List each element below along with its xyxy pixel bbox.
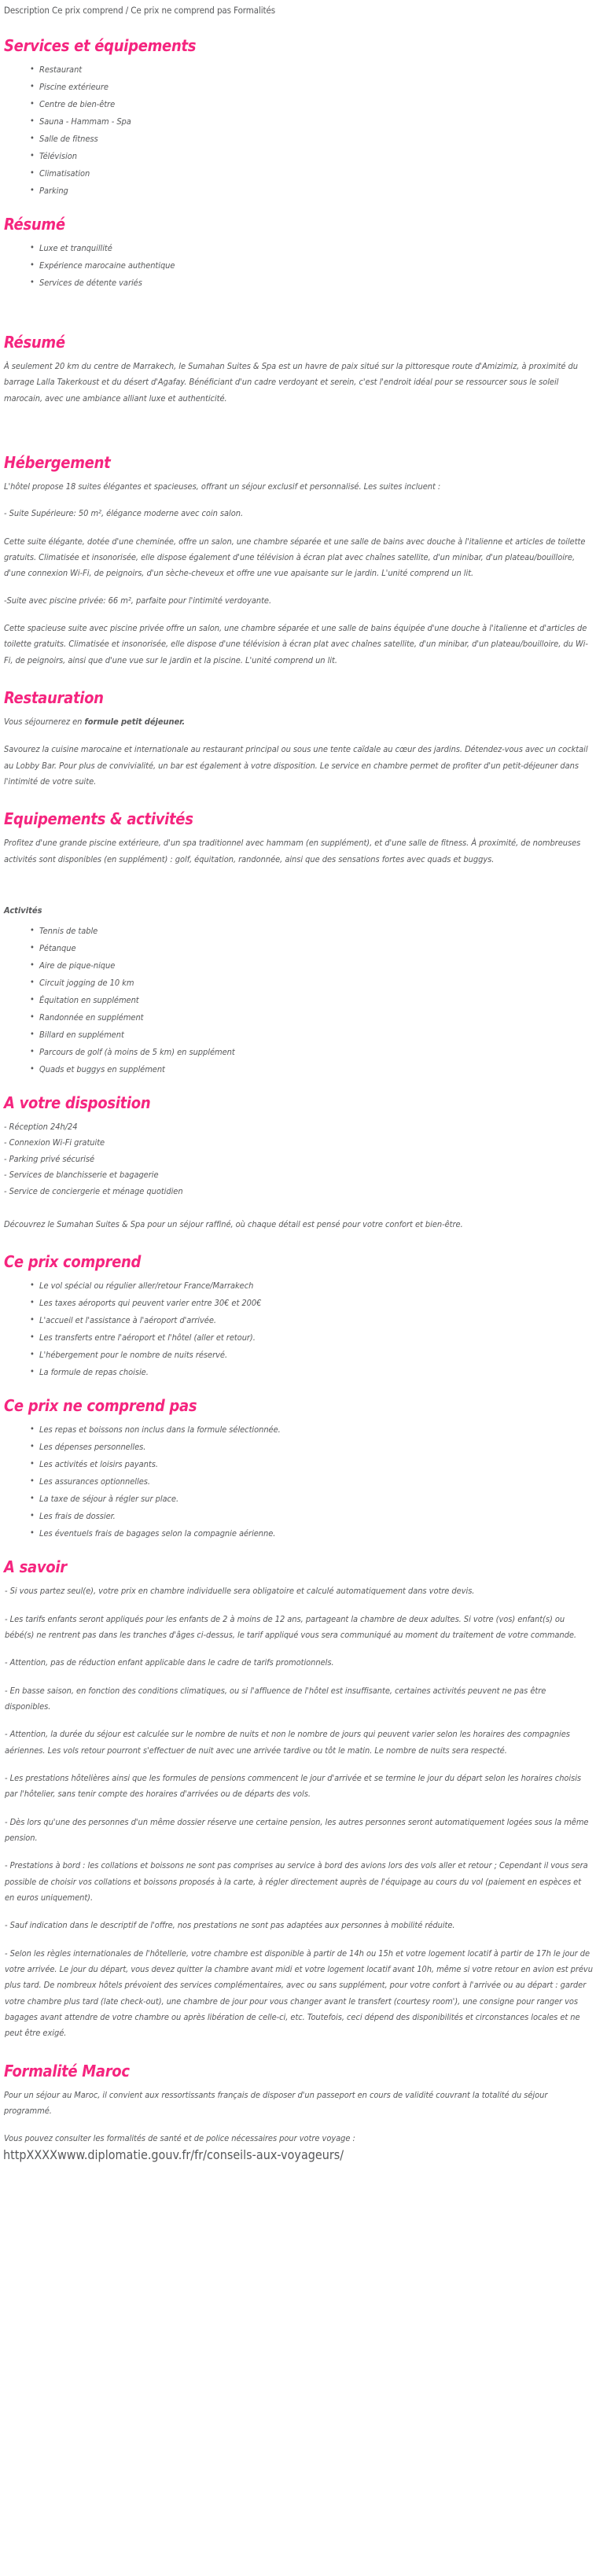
section-title-resume-list: Résumé	[4, 214, 65, 234]
resume-paragraph: À seulement 20 km du centre de Marrakech, le Sumahan Suites & Spa est un havre de paix situé sur la pittoresque route d'Amizimiz, à proximité du barrage Lalla Takerkoust et du désert d'Agafay. Bénéficiant d'un cadre verdoyant et serein, c'est l'endroit idéal pour se ressourcer sous le soleil marocain, avec une ambiance alliant luxe et authenticité.	[4, 360, 579, 404]
list-item: • Les activités et loisirs payants.	[30, 1460, 593, 1469]
list-item: • Les frais de dossier.	[30, 1512, 593, 1520]
list-item: - Attention, pas de réduction enfant applicable dans le cadre de tarifs promotionnels.	[5, 1657, 334, 1668]
section-title-resume-text: Résumé	[4, 332, 65, 352]
disposition-closing: Découvrez le Sumahan Suites & Spa pour un séjour raffiné, où chaque détail est pensé pour votre confort et bien-être.	[4, 1218, 463, 1229]
list-item: - Dès lors qu'une des personnes d'un même dossier réserve une certaine pension, les autres personnes seront automatiquement logées sous la même pension.	[5, 1816, 589, 1843]
list-item: • Piscine extérieure	[30, 83, 593, 91]
list-item: • Aire de pique-nique	[30, 961, 593, 970]
section-title-formalite: Formalité Maroc	[4, 2061, 130, 2080]
list-item: • Climatisation	[30, 169, 593, 178]
list-item: • La formule de repas choisie.	[30, 1368, 593, 1376]
list-item: - Si vous partez seul(e), votre prix en chambre individuelle sera obligatoire et calculé automatiquement dans votre devis.	[5, 1586, 475, 1597]
resume-list	[3, 244, 593, 287]
list-item: - En basse saison, en fonction des conditions climatiques, ou si l'affluence de l'hôtel est insuffisante, certaines activités peuvent ne pas être disponibles.	[5, 1685, 546, 1712]
section-title-disposition: A votre disposition	[4, 1093, 151, 1113]
list-item: • Le vol spécial ou régulier aller/retour France/Marrakech	[30, 1281, 593, 1290]
formalite-paragraph-1: Pour un séjour au Maroc, il convient aux ressortissants français de disposer d'un passeport en cours de validité couvrant la totalité du séjour programmé.	[4, 2089, 548, 2117]
list-item: - Réception 24h/24	[4, 1122, 78, 1133]
list-item: - Prestations à bord : les collations et boissons ne sont pas comprises au service à bord des avions lors des vols aller et retour ; Cependant il vous sera possible de choisir vos collations et boissons proposés à la carte, à régler directement auprès de l'équipage au cours du vol (paiement en espèces et en euros uniquement).	[5, 1860, 588, 1903]
equipements-paragraph: Profitez d'une grande piscine extérieure, d'un spa traditionnel avec hammam (en supplément), et d'une salle de fitness. À proximité, de nombreuses activités sont disponibles (en supplément) : golf, équitation, randonnée, ainsi que des sensations fortes avec quads et buggys.	[4, 838, 581, 864]
section-title-a-savoir: A savoir	[4, 1557, 67, 1577]
suite-piscine-description: Cette spacieuse suite avec piscine privée offre un salon, une chambre séparée et une salle de bains équipée d'une douche à l'italienne et d'articles de toilette gratuits. Climatisée et insonorisée, elle dispose d'une télévision à écran plat avec chaînes satellite, d'un minibar, d'un plateau/bouilloire, du Wi-Fi, de peignoirs, ainsi que d'une vue sur le jardin et la piscine. L'unité comprend un lit.	[4, 623, 588, 665]
list-item: • Randonnée en supplément	[30, 1013, 593, 1022]
list-item: - Sauf indication dans le descriptif de l'offre, nos prestations ne sont pas adaptées aux personnes à mobilité réduite.	[5, 1920, 455, 1931]
restauration-paragraph: Savourez la cuisine marocaine et internationale au restaurant principal ou sous une tente caïdale au cœur des jardins. Détendez-vous avec un cocktail au Lobby Bar. Pour plus de convivialité, un bar est également à votre disposition. Le service en chambre permet de profiter d'un petit-déjeuner dans l'intimité de votre suite.	[4, 744, 588, 787]
list-item: • L'hébergement pour le nombre de nuits réservé.	[30, 1351, 593, 1359]
list-item: • Services de détente variés	[30, 278, 593, 287]
list-item: • L'accueil et l'assistance à l'aéroport d'arrivée.	[30, 1316, 593, 1325]
list-item: - Attention, la durée du séjour est calculée sur le nombre de nuits et non le nombre de jours qui peuvent varier selon les horaires des compagnies aériennes. Les vols retour pourront s'effectuer de nuit avec une arrivée tardive ou tôt le matin. Le nombre de nuits sera respecté.	[5, 1729, 570, 1756]
list-item: • Les transferts entre l'aéroport et l'hôtel (aller et retour).	[30, 1333, 593, 1342]
section-title-restauration: Restauration	[4, 688, 104, 708]
list-item: • Les dépenses personnelles.	[30, 1443, 593, 1451]
list-item: - Les prestations hôtelières ainsi que les formules de pensions commencent le jour d'arrivée et se termine le jour du départ selon les horaires choisis par l'hôtelier, sans tenir compte des horaires d'arrivées ou de départs des vols.	[5, 1772, 582, 1800]
breadcrumb: Description Ce prix comprend / Ce prix ne comprend pas Formalités	[4, 5, 276, 16]
section-title-prix-comprend: Ce prix comprend	[4, 1252, 142, 1272]
list-item: • Équitation en supplément	[30, 996, 593, 1004]
list-item: • Luxe et tranquillité	[30, 244, 593, 252]
suite-superieure-description: Cette suite élégante, dotée d'une cheminée, offre un salon, une chambre séparée et une salle de bains avec douche à l'italienne et articles de toilette gratuits. Climatisée et insonorisée, elle dispose également d'une télévision à écran plat avec chaînes satellite, d'un minibar, d'un plateau/bouilloire, d'une connexion Wi-Fi, de peignoirs, d'un sèche-cheveux et offre une vue apaisante sur le jardin. L'unité comprend un lit.	[4, 536, 586, 579]
list-item: • Sauna - Hammam - Spa	[30, 117, 593, 126]
prix-comprend-list	[3, 1281, 593, 1376]
list-item: • Les assurances optionnelles.	[30, 1477, 593, 1486]
disposition-list	[4, 1119, 593, 1200]
list-item: - Les tarifs enfants seront appliqués pour les enfants de 2 à moins de 12 ans, partageant la chambre de deux adultes. Si votre (vos) enfant(s) ou bébé(s) ne rentrent pas dans les tranches d'âges ci-dessus, le tarif appliqué vous sera communiqué au moment du traitement de votre commande.	[5, 1613, 577, 1640]
services-list	[3, 65, 593, 195]
list-item: • Circuit jogging de 10 km	[30, 978, 593, 987]
list-item: • Salle de fitness	[30, 135, 593, 143]
section-title-services: Services et équipements	[4, 35, 197, 55]
list-item: - Parking privé sécurisé	[4, 1153, 95, 1164]
list-item: - Selon les règles internationales de l'hôtellerie, votre chambre est disponible à partir de 14h ou 15h et votre logement locatif à partir de 17h le jour de votre arrivée. Le jour du départ, vous devez quitter la chambre avant midi et votre logement locatif avant 10h, même si votre retour en avion est prévu plus tard. De nombreux hôtels prévoient des services complémentaires, avec ou sans supplément, pour votre confort à l'arrivée ou au départ : garder votre chambre plus tard (late check-out), une chambre de jour pour vous changer avant le transfert (courtesy room'), une consigne pour ranger vos bagages avant attendre de votre chambre ou après libération de celle-ci, etc. Toutefois, ceci dépend des disponibilités et circonstances locales et ne peut être exigé.	[5, 1948, 593, 2039]
list-item: • Expérience marocaine authentique	[30, 261, 593, 270]
list-item: - Services de blanchisserie et bagagerie	[4, 1170, 159, 1181]
list-item: • Centre de bien-être	[30, 100, 593, 109]
activities-subtitle: Activités	[4, 905, 42, 916]
list-item: • Les repas et boissons non inclus dans la formule sélectionnée.	[30, 1425, 593, 1434]
list-item: • Les taxes aéroports qui peuvent varier entre 30€ et 200€	[30, 1299, 593, 1307]
section-title-prix-ne-comprend-pas: Ce prix ne comprend pas	[4, 1396, 197, 1416]
activities-list	[3, 927, 593, 1074]
list-item: • Parcours de golf (à moins de 5 km) en supplément	[30, 1048, 593, 1056]
a-savoir-list	[4, 1583, 593, 2042]
list-item: • Pétanque	[30, 944, 593, 953]
list-item: • Quads et buggys en supplément	[30, 1065, 593, 1074]
restauration-formule-highlight: formule petit déjeuner.	[84, 717, 186, 728]
restauration-formule-prefix: Vous séjournerez en	[4, 717, 85, 728]
prix-ne-comprend-pas-list	[3, 1425, 593, 1538]
list-item: - Connexion Wi-Fi gratuite	[4, 1137, 105, 1148]
list-item: - Service de conciergerie et ménage quotidien	[4, 1185, 183, 1196]
list-item: • Télévision	[30, 152, 593, 160]
formalite-link[interactable]: httpXXXXwww.diplomatie.gouv.fr/fr/conseils-aux-voyageurs/	[3, 2147, 344, 2162]
list-item: • Billard en supplément	[30, 1030, 593, 1039]
list-item: • Les éventuels frais de bagages selon la compagnie aérienne.	[30, 1529, 593, 1538]
section-title-hebergement: Hébergement	[4, 452, 111, 472]
list-item: • Parking	[30, 186, 593, 195]
suite-superieure-label: - Suite Supérieure: 50 m², élégance moderne avec coin salon.	[4, 508, 244, 519]
hebergement-intro: L'hôtel propose 18 suites élégantes et spacieuses, offrant un séjour exclusif et personnalisé. Les suites incluent :	[4, 481, 441, 492]
list-item: • Tennis de table	[30, 927, 593, 935]
section-title-equipements: Equipements & activités	[4, 809, 193, 829]
list-item: • La taxe de séjour à régler sur place.	[30, 1494, 593, 1503]
restauration-formule	[4, 714, 593, 730]
suite-piscine-label: -Suite avec piscine privée: 66 m², parfaite pour l'intimité verdoyante.	[4, 595, 272, 606]
list-item: • Restaurant	[30, 65, 593, 74]
formalite-paragraph-2: Vous pouvez consulter les formalités de santé et de police nécessaires pour votre voyage :	[4, 2133, 355, 2144]
